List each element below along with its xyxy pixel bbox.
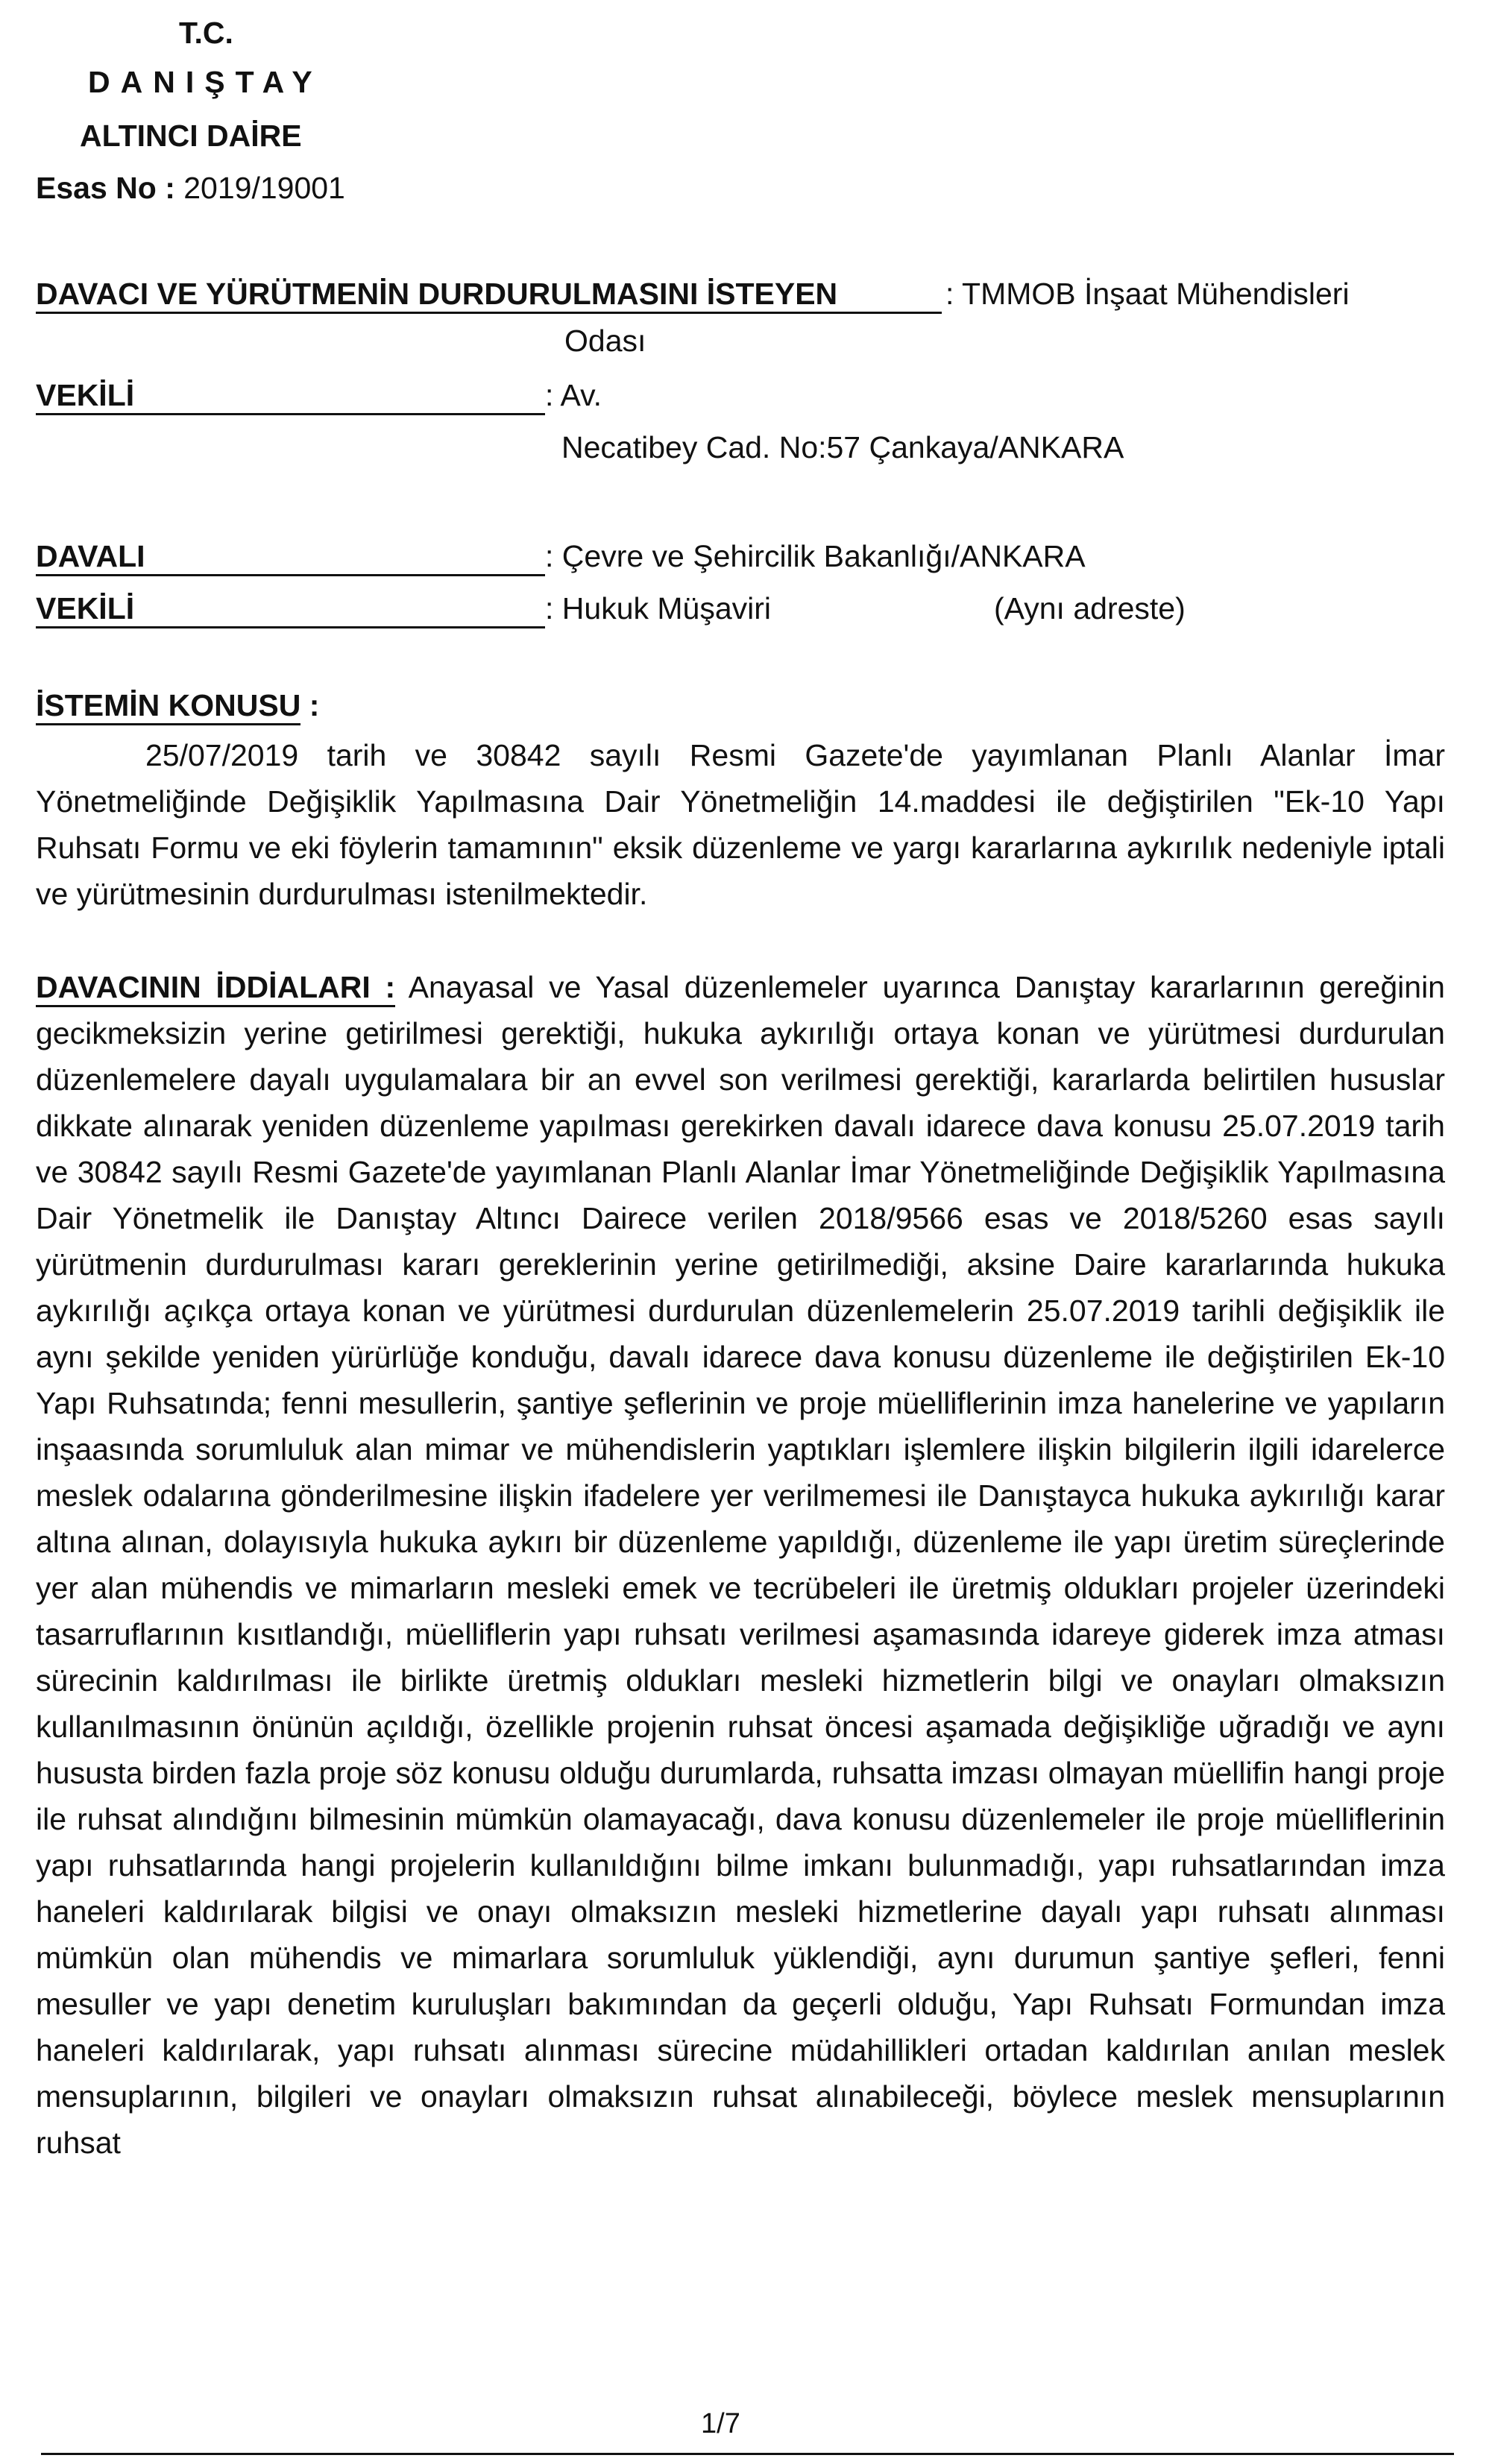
claimant-value: : TMMOB İnşaat Mühendisleri xyxy=(945,277,1350,311)
claims-text: Anayasal ve Yasal düzenlemeler uyarınca Danıştay kararlarının gereğinin gecikmeksizin yerine getirilmesi gerektiği, hukuka aykırılığı ortaya konan ve yürütmesi durdurulan düzenlemelere dayalı uygulamalara bir an evvel son verilmesi gerektiği, kararlarda belirtilen hususlar dikkate alınarak yeniden düzenleme yapılması gerekirken davalı idarece dava konusu 25.07.2019 tarih ve 30842 sayılı Resmi Gazete'de yayımlanan Planlı Alanlar İmar Yönetmeliğinde Değişiklik Yapılmasına Dair Yönetmelik ile Danıştay Altıncı Dairece verilen 2018/9566 esas ve 2018/5260 esas sayılı yürütmenin durdurulması kararı gereklerinin yerine getirilmediği, aksine Daire kararlarında hukuka aykırılığı açıkça ortaya konan ve yürütmesi durdurulan düzenlemelerin 25.07.2019 tarihli değişiklik ile aynı şekilde yeniden yürürlüğe konduğu, davalı idarece dava konusu düzenleme ile değiştirilen Ek-10 Yapı Ruhsatında; fenni mesullerin, şantiye şeflerinin ve proje müelliflerinin imza hanelerine ve yapıların inşaasında sorumluluk alan mimar ve mühendislerin yaptıkları işlemlere ilişkin bilgilerin ilgili idarelerce meslek odalarına gönderilmesine ilişkin ifadelere yer verilmemesi ile Danıştayca hukuka aykırılığı karar altına alınan, dolayısıyla hukuka aykırı bir düzenleme yapıldığı, düzenleme ile yapı üretim süreçlerinde yer alan mühendis ve mimarların mesleki emek ve tecrübeleri ile üretmiş oldukları projeler üzerindeki tasarruflarının kısıtlandığı, müelliflerin yapı ruhsatı verilmesi aşamasında idareye giderek imza atması sürecinin kaldırılması ile birlikte üretmiş oldukları mesleki hizmetlerin bilgi ve onayları olmaksızın kullanılmasının önünün açıldığı, özellikle projenin ruhsat öncesi aşamada değişikliğe uğradığı ve aynı hususta birden fazla proje söz konusu olduğu durumlarda, ruhsatta imzası olmayan müellifin hangi proje ile ruhsat alındığını bilmesinin mümkün olamayacağı, dava konusu düzenlemeler ile proje müelliflerinin yapı ruhsatlarında hangi projelerin kullanıldığını bilme imkanı bulunmadığı, yapı ruhsatlarından imza haneleri kaldırılarak bilgisi ve onayı olmaksızın mesleki hizmetlerine dayalı yapı ruhsatı alınması mümkün olan mühendis ve mimarlara sorumluluk yüklendiği, aynı durumun şantiye şefleri, fenni mesuller ve yapı denetim kuruluşları bakımından da geçerli olduğu, Yapı Ruhsatı Formundan imza haneleri kaldırılarak, yapı ruhsatı alınması sürecine müdahillikleri ortadan kaldırılan anılan meslek mensuplarının, bilgileri ve onayları olmaksızın ruhsat alınabileceği, böylece meslek mensuplarının ruhsat xyxy=(36,970,1445,2160)
defendant-row xyxy=(36,541,1452,579)
defendant-label-underline xyxy=(36,574,545,576)
header-court: DANIŞTAY xyxy=(88,65,323,99)
defendant-agent-label-underline xyxy=(36,626,545,628)
defendant-value: : Çevre ve Şehircilik Bakanlığı/ANKARA xyxy=(545,539,1086,573)
case-number-line xyxy=(36,173,345,204)
defendant-agent-label: VEKİLİ xyxy=(36,591,135,626)
defendant-agent-row xyxy=(36,593,1452,631)
claimant-agent-label-underline xyxy=(36,413,545,415)
header-country: T.C. xyxy=(179,16,233,50)
defendant-label: DAVALI xyxy=(36,539,145,573)
claimant-value-continuation: Odası xyxy=(564,324,646,358)
case-number-label: Esas No : xyxy=(36,171,175,205)
claimant-agent-row xyxy=(36,380,1452,418)
request-text: 25/07/2019 tarih ve 30842 sayılı Resmi Gazete'de yayımlanan Planlı Alanlar İmar Yönetmeliğinde Değişiklik Yapılmasına Dair Yönetmeliğin 14.maddesi ile değiştirilen "Ek-10 Yapı Ruhsatı Formu ve eki föylerin tamamının" eksik düzenleme ve yargı kararlarına aykırılık nedeniyle iptali ve yürütmesinin durdurulması istenilmektedir. xyxy=(36,738,1445,911)
claimant-agent-value: : Av. xyxy=(545,378,602,412)
case-number-value: 2019/19001 xyxy=(183,171,345,205)
claimant-label-underline xyxy=(36,312,942,314)
claims-paragraph xyxy=(36,964,1445,2166)
page-number: 1/7 xyxy=(701,2408,740,2439)
claimant-label: DAVACI VE YÜRÜTMENİN DURDURULMASINI İSTEYEN xyxy=(36,277,838,311)
claims-title: DAVACININ İDDİALARI : xyxy=(36,970,395,1007)
request-title-suffix: : xyxy=(300,688,320,722)
request-title xyxy=(36,690,319,721)
claimant-address: Necatibey Cad. No:57 Çankaya/ANKARA xyxy=(561,430,1124,464)
header-chamber: ALTINCI DAİRE xyxy=(80,119,302,153)
request-title-text: İSTEMİN KONUSU xyxy=(36,688,300,725)
defendant-agent-value: : Hukuk Müşaviri xyxy=(545,591,772,626)
claimant-row xyxy=(36,279,1452,316)
footer-rule xyxy=(41,2453,1454,2455)
claimant-agent-label: VEKİLİ xyxy=(36,378,135,412)
defendant-agent-note: (Aynı adreste) xyxy=(994,591,1186,626)
